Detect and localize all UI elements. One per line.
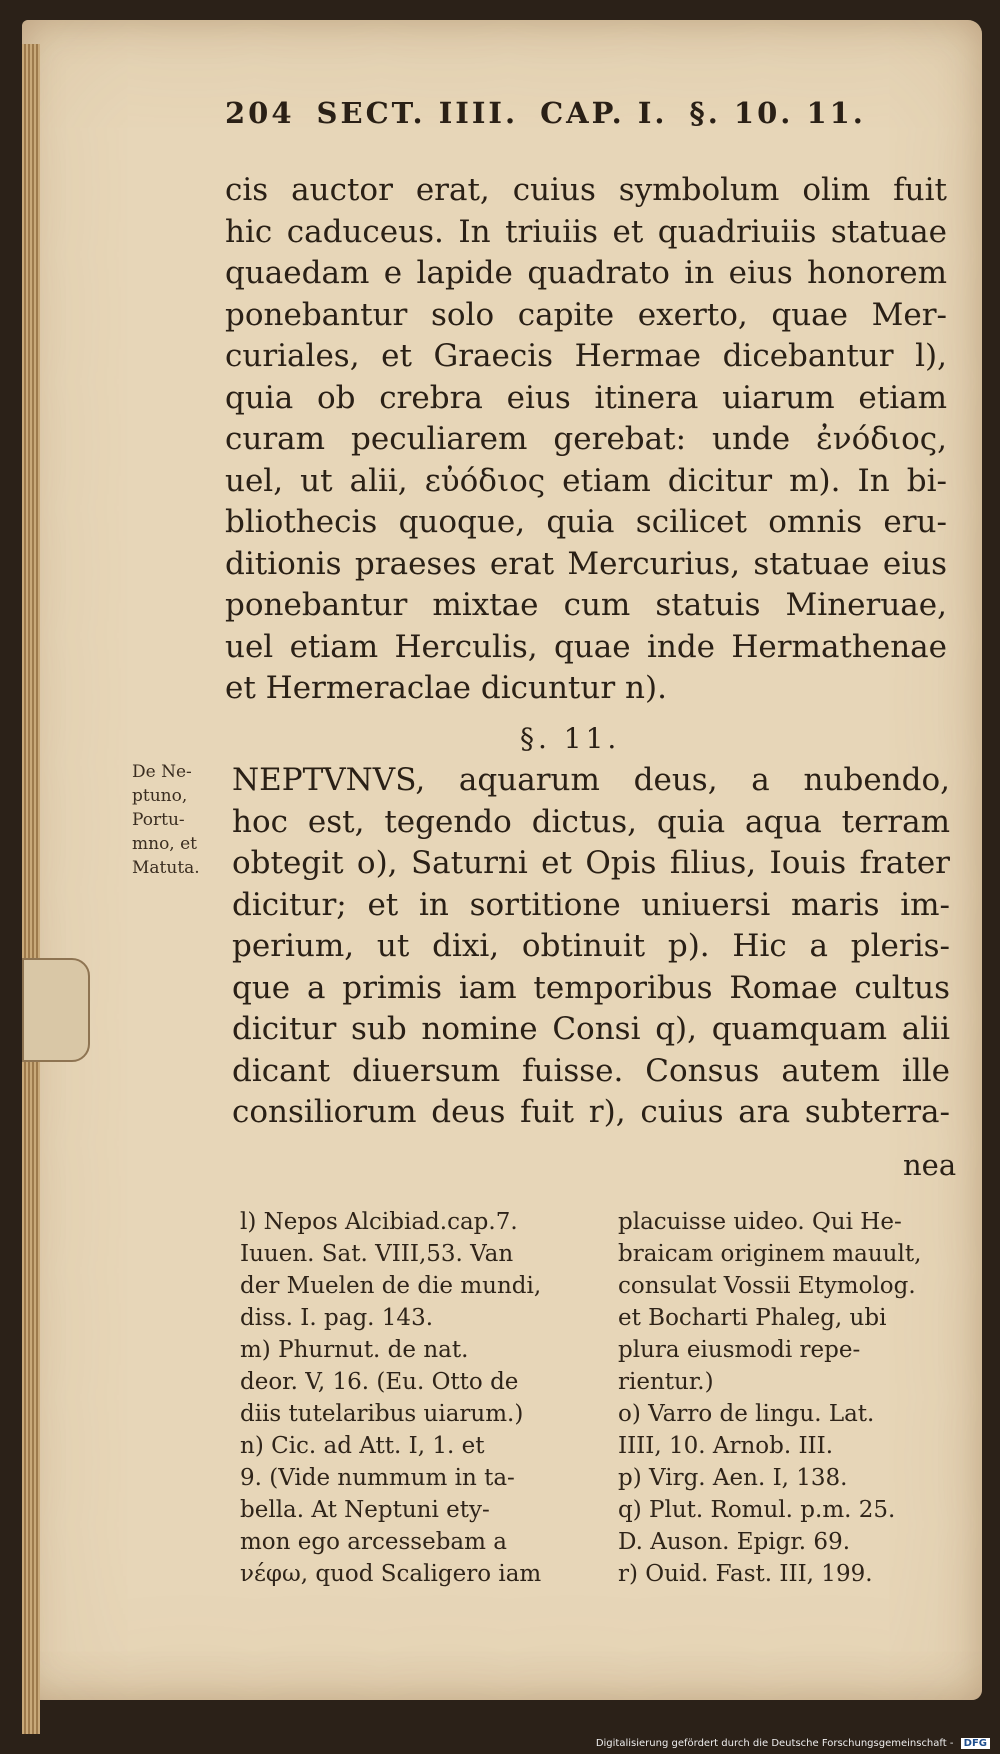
catchword: nea bbox=[903, 1148, 957, 1182]
footnote-line: rientur.) bbox=[618, 1369, 714, 1395]
credit-text: Digitalisierung gefördert durch die Deutsche Forschungsgemeinschaft - bbox=[595, 1738, 954, 1749]
text-line: dicant diuersum fuisse. Consus autem ille bbox=[232, 1052, 950, 1089]
footnotes-left-column bbox=[240, 1206, 595, 1590]
footnote-line: D. Auson. Epigr. 69. bbox=[618, 1529, 851, 1555]
footnote-line: l) Nepos Alcibiad.cap.7. bbox=[240, 1209, 518, 1235]
footnote-line: 9. (Vide nummum in ta- bbox=[240, 1465, 515, 1491]
text-line: consiliorum deus fuit r), cuius ara subterra- bbox=[232, 1094, 950, 1130]
footnote-line: plura eiusmodi repe- bbox=[618, 1337, 861, 1363]
page-number: 204 bbox=[225, 96, 295, 130]
footnote-line: IIII, 10. Arnob. III. bbox=[618, 1433, 834, 1459]
text-line: NEPTVNVS, aquarum deus, a nubendo, bbox=[232, 762, 950, 798]
margin-note-line: Portu- bbox=[132, 810, 185, 830]
text-line: uel etiam Herculis, quae inde Hermathenae bbox=[225, 628, 947, 665]
chapter-label: CAP. I. bbox=[540, 96, 668, 130]
main-text bbox=[225, 170, 947, 710]
footnote-line: bella. At Neptuni ety- bbox=[240, 1497, 490, 1523]
text-line: dicitur; et in sortitione uniuersi maris im- bbox=[232, 886, 950, 923]
footnote-line: n) Cic. ad Att. I, 1. et bbox=[240, 1433, 485, 1459]
text-line: et Hermeraclae dicuntur n). bbox=[225, 670, 667, 706]
footnote-line: p) Virg. Aen. I, 138. bbox=[618, 1465, 848, 1491]
text-line: curam peculiarem gerebat: unde ἐνόδιος, bbox=[225, 421, 947, 457]
text-line: dicitur sub nomine Consi q), quamquam alii bbox=[232, 1011, 950, 1047]
text-line: ponebantur solo capite exerto, quae Mer- bbox=[225, 296, 947, 333]
running-head bbox=[225, 96, 905, 130]
paragraph-label: §. 10. 11. bbox=[689, 96, 866, 130]
footnote-line: o) Varro de lingu. Lat. bbox=[618, 1401, 875, 1427]
margin-note-line: mno, et bbox=[132, 834, 198, 854]
text-line: quia ob crebra eius itinera uiarum etiam bbox=[225, 379, 947, 416]
margin-note-line: Matuta. bbox=[132, 858, 200, 878]
text-line: bliothecis quoque, quia scilicet omnis eru- bbox=[225, 504, 947, 540]
footnote-line: mon ego arcessebam a bbox=[240, 1529, 507, 1555]
page-edge bbox=[22, 44, 40, 1734]
text-line: ditionis praeses erat Mercurius, statuae eius bbox=[225, 545, 947, 582]
text-line: quaedam e lapide quadrato in eius honorem bbox=[225, 255, 947, 291]
margin-note bbox=[132, 760, 232, 880]
footnote-line: et Bocharti Phaleg, ubi bbox=[618, 1305, 887, 1331]
book-clasp bbox=[22, 958, 90, 1062]
text-line: perium, ut dixi, obtinuit p). Hic a pleris- bbox=[232, 928, 950, 964]
dfg-logo: DFG bbox=[961, 1738, 990, 1749]
section-label: SECT. IIII. bbox=[316, 96, 519, 130]
text-line: hic caduceus. In triuiis et quadriuiis statuae bbox=[225, 213, 947, 250]
footnote-line: νέφω, quod Scaligero iam bbox=[240, 1561, 542, 1587]
footnote-line: placuisse uideo. Qui He- bbox=[618, 1209, 902, 1235]
footnote-line: diis tutelaribus uiarum.) bbox=[240, 1401, 524, 1427]
footnotes-right-column bbox=[618, 1206, 958, 1590]
footnote-line: Iuuen. Sat. VIII,53. Van bbox=[240, 1241, 514, 1267]
footnote-line: r) Ouid. Fast. III, 199. bbox=[618, 1561, 873, 1587]
text-line: cis auctor erat, cuius symbolum olim fuit bbox=[225, 172, 947, 208]
margin-note-line: De Ne- bbox=[132, 762, 192, 782]
footnote-line: diss. I. pag. 143. bbox=[240, 1305, 434, 1331]
footnote-line: braicam originem mauult, bbox=[618, 1241, 922, 1267]
footnote-line: deor. V, 16. (Eu. Otto de bbox=[240, 1369, 519, 1395]
text-line: obtegit o), Saturni et Opis filius, Iouis frater bbox=[232, 845, 950, 881]
footnote-line: q) Plut. Romul. p.m. 25. bbox=[618, 1497, 896, 1523]
margin-note-line: ptuno, bbox=[132, 786, 188, 806]
footnote-line: der Muelen de die mundi, bbox=[240, 1273, 542, 1299]
footnote-line: m) Phurnut. de nat. bbox=[240, 1337, 469, 1363]
section-heading: §. 11. bbox=[520, 722, 621, 755]
digitization-credit bbox=[596, 1738, 990, 1749]
text-line: que a primis iam temporibus Romae cultus bbox=[232, 969, 950, 1006]
section-11-text bbox=[232, 760, 950, 1134]
text-line: hoc est, tegendo dictus, quia aqua terram bbox=[232, 803, 950, 840]
text-line: ponebantur mixtae cum statuis Mineruae, bbox=[225, 587, 947, 623]
footnote-line: consulat Vossii Etymolog. bbox=[618, 1273, 916, 1299]
text-line: uel, ut alii, εὐόδιος etiam dicitur m). In bi- bbox=[225, 462, 947, 499]
text-line: curiales, et Graecis Hermae dicebantur l), bbox=[225, 338, 947, 374]
